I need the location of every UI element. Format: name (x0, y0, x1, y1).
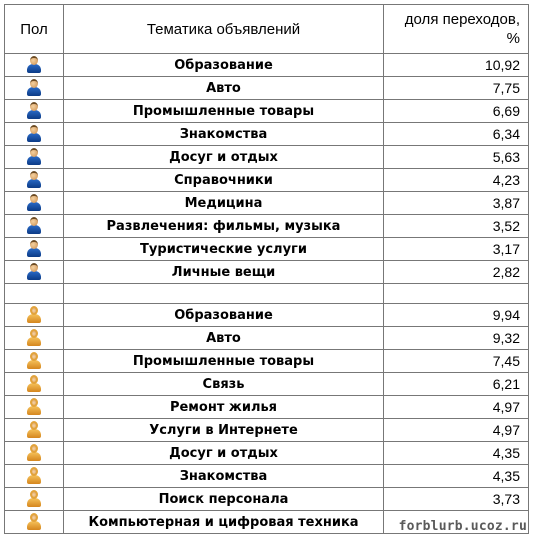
empty-cell (384, 284, 529, 304)
gender-cell (5, 192, 64, 215)
theme-cell: Развлечения: фильмы, музыка (64, 215, 384, 238)
gender-cell (5, 77, 64, 100)
male-user-icon (26, 56, 42, 74)
female-user-icon (26, 421, 42, 439)
table-row (5, 100, 529, 123)
share-cell: 9,94 (384, 304, 529, 327)
table-row (5, 123, 529, 146)
theme-cell: Авто (64, 327, 384, 350)
share-cell: 3,17 (384, 238, 529, 261)
gender-cell (5, 419, 64, 442)
theme-cell: Поиск персонала (64, 488, 384, 511)
theme-cell: Услуги в Интернете (64, 419, 384, 442)
table-row (5, 146, 529, 169)
share-cell: 5,63 (384, 146, 529, 169)
table-row (5, 215, 529, 238)
gender-cell (5, 261, 64, 284)
table-row (5, 396, 529, 419)
empty-cell (64, 284, 384, 304)
theme-cell: Знакомства (64, 123, 384, 146)
female-user-icon (26, 306, 42, 324)
table-row (5, 169, 529, 192)
share-cell: 4,35 (384, 442, 529, 465)
share-cell: 9,32 (384, 327, 529, 350)
male-user-icon (26, 217, 42, 235)
gender-cell (5, 373, 64, 396)
share-cell: 6,21 (384, 373, 529, 396)
female-user-icon (26, 398, 42, 416)
gender-cell (5, 54, 64, 77)
gender-cell (5, 488, 64, 511)
share-cell: 4,35 (384, 465, 529, 488)
female-user-icon (26, 513, 42, 531)
share-cell: 3,52 (384, 215, 529, 238)
theme-cell: Компьютерная и цифровая техника (64, 511, 384, 534)
table-row (5, 192, 529, 215)
theme-cell: Туристические услуги (64, 238, 384, 261)
table-row (5, 488, 529, 511)
theme-cell: Образование (64, 304, 384, 327)
theme-cell: Промышленные товары (64, 350, 384, 373)
female-user-icon (26, 329, 42, 347)
share-header-line1: доля переходов, (404, 11, 520, 28)
table-row (5, 373, 529, 396)
share-cell: 10,92 (384, 54, 529, 77)
table-row (5, 77, 529, 100)
theme-cell: Образование (64, 54, 384, 77)
theme-column-header: Тематика объявлений (64, 5, 384, 54)
empty-cell (5, 284, 64, 304)
female-user-icon (26, 375, 42, 393)
theme-cell: Ремонт жилья (64, 396, 384, 419)
theme-cell: Авто (64, 77, 384, 100)
share-cell: 6,69 (384, 100, 529, 123)
theme-cell: Промышленные товары (64, 100, 384, 123)
gender-cell (5, 465, 64, 488)
table-header-row (5, 5, 529, 54)
female-user-icon (26, 444, 42, 462)
gender-cell (5, 100, 64, 123)
share-cell: 4,97 (384, 396, 529, 419)
share-cell: 7,75 (384, 77, 529, 100)
male-user-icon (26, 240, 42, 258)
gender-cell (5, 511, 64, 534)
female-user-icon (26, 352, 42, 370)
gender-cell (5, 304, 64, 327)
table-row (5, 442, 529, 465)
share-cell: 3,87 (384, 192, 529, 215)
table-row (5, 465, 529, 488)
theme-cell: Справочники (64, 169, 384, 192)
theme-cell: Личные вещи (64, 261, 384, 284)
male-user-icon (26, 263, 42, 281)
male-user-icon (26, 171, 42, 189)
theme-cell: Досуг и отдых (64, 146, 384, 169)
table-row (5, 238, 529, 261)
female-user-icon (26, 490, 42, 508)
share-cell: 7,45 (384, 350, 529, 373)
gender-cell (5, 169, 64, 192)
table-row (5, 327, 529, 350)
watermark: forblurb.ucoz.ru (398, 519, 527, 534)
male-user-icon (26, 102, 42, 120)
separator-row (5, 284, 529, 304)
share-cell: 6,34 (384, 123, 529, 146)
gender-cell (5, 215, 64, 238)
theme-cell: Досуг и отдых (64, 442, 384, 465)
gender-cell (5, 442, 64, 465)
male-user-icon (26, 194, 42, 212)
theme-cell: Медицина (64, 192, 384, 215)
male-user-icon (26, 148, 42, 166)
share-cell: 4,23 (384, 169, 529, 192)
share-header-line2: % (506, 30, 520, 47)
male-user-icon (26, 125, 42, 143)
female-user-icon (26, 467, 42, 485)
gender-cell (5, 146, 64, 169)
gender-cell (5, 396, 64, 419)
share-cell: 4,97 (384, 419, 529, 442)
gender-column-header: Пол (5, 5, 64, 54)
share-cell: 3,73 (384, 488, 529, 511)
table-row (5, 54, 529, 77)
theme-cell: Знакомства (64, 465, 384, 488)
gender-cell (5, 123, 64, 146)
male-user-icon (26, 79, 42, 97)
theme-cell: Связь (64, 373, 384, 396)
table-row (5, 350, 529, 373)
gender-cell (5, 238, 64, 261)
gender-cell (5, 327, 64, 350)
gender-cell (5, 350, 64, 373)
share-column-header (384, 5, 529, 54)
traffic-share-table (4, 4, 529, 534)
table-row (5, 419, 529, 442)
share-cell: 2,82 (384, 261, 529, 284)
table-body (5, 54, 529, 534)
table-row (5, 304, 529, 327)
table-row (5, 261, 529, 284)
